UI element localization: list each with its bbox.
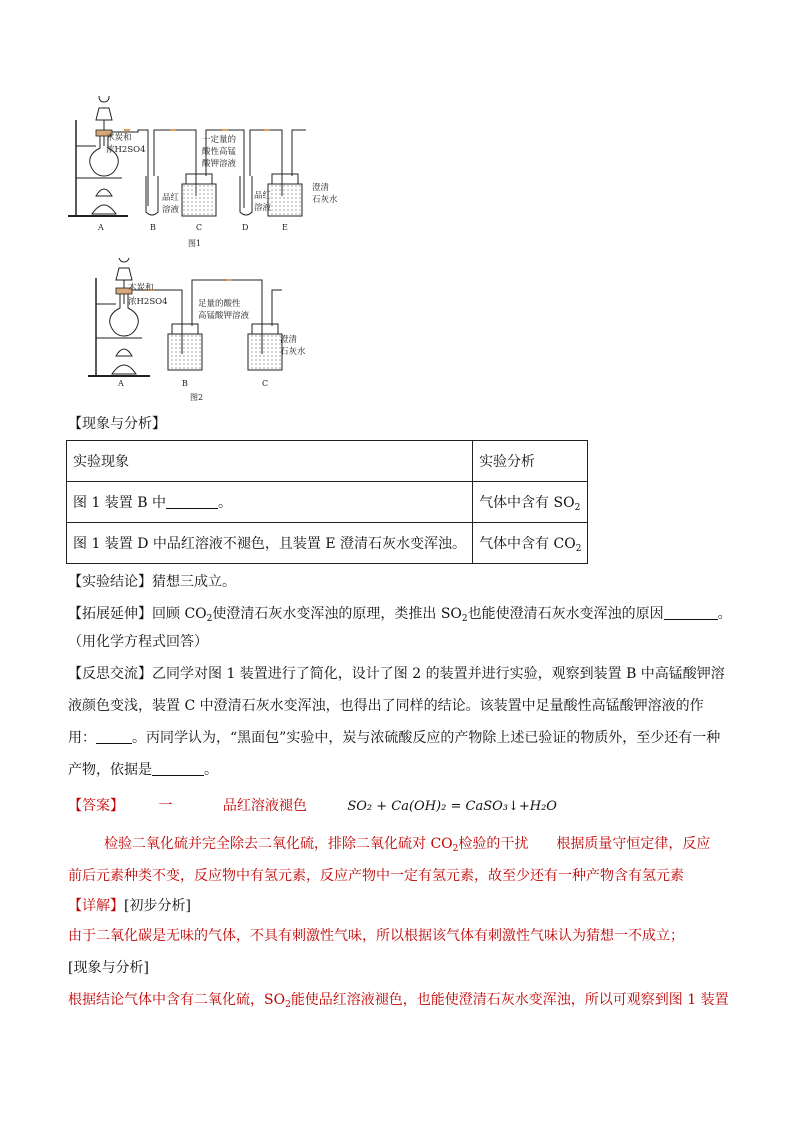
fig2-label-reagent-c-1: 澄清: [280, 335, 298, 345]
table-row: [67, 482, 588, 523]
fig1-label-reagent-e-2: 石灰水: [312, 195, 338, 205]
subscript-2: 2: [575, 544, 582, 554]
extension-note: （用化学方程式回答）: [68, 634, 208, 650]
subscript-2: 2: [574, 503, 581, 513]
table-header-phenomenon: 实验现象: [67, 441, 473, 482]
fig2-label-reagent-a-2: 浓H2SO4: [128, 297, 168, 307]
fig1-label-reagent-d-1: 品红: [254, 191, 272, 201]
reflection-tag: 【反思交流】: [68, 666, 152, 682]
fig1-label-d: D: [242, 223, 249, 232]
table-row: [67, 523, 588, 564]
fig1-label-e: E: [282, 223, 288, 232]
table-cell-analysis-2: [473, 523, 588, 564]
reflection-text-3b: 。丙同学认为，“黑面包”实验中，炭与浓硫酸反应的产物除上述已验证的物质外，至少还有一种: [132, 730, 721, 746]
answer-text-2c: 根据质量守恒定律，反应: [556, 836, 711, 852]
extension-text-a: 回顾 CO: [152, 606, 207, 622]
answer-line-1: [68, 796, 557, 817]
conclusion-tag: 【实验结论】: [68, 574, 152, 590]
conclusion-line: [68, 572, 236, 592]
subscript-2: 2: [285, 1000, 291, 1010]
detail-text-1: 由于二氧化碳是无味的气体，不具有刺激性气味，所以根据该气体有刺激性气味认为猜想一不成立；: [68, 928, 684, 944]
table-cell-analysis-1: [473, 482, 588, 523]
fig1-label-reagent-a-2: 浓H2SO4: [106, 145, 146, 155]
table-header-analysis: 实验分析: [473, 441, 588, 482]
figure-2-svg: [86, 258, 326, 404]
reflection-text-1: 乙同学对图 1 装置进行了简化，设计了图 2 的装置并进行实验，观察到装置 B 中高锰酸钾溶: [152, 666, 725, 682]
detail-tag: 【详解】: [68, 898, 124, 914]
table-cell-phenomenon-1: [67, 482, 473, 523]
fig2-label-c: C: [262, 379, 269, 388]
detail-line: [68, 896, 191, 916]
answer-tag: 【答案】: [68, 798, 124, 814]
fig1-label-reagent-c-3: 酸钾溶液: [202, 159, 237, 169]
fig1-label-reagent-e-1: 澄清: [312, 183, 330, 193]
extension-line: [68, 604, 732, 624]
fig1-label-reagent-b-2: 溶液: [162, 205, 180, 215]
figure-1-svg: [66, 96, 366, 254]
subscript-2: 2: [206, 614, 213, 624]
detail-text-2b: 能使品红溶液褪色，也能使澄清石灰水变浑浊，所以可观察到图 1 装置: [290, 992, 729, 1008]
fig1-label-reagent-a-1: 木炭和: [106, 133, 132, 143]
conclusion-text: 猜想三成立。: [152, 574, 236, 590]
fig1-label-c: C: [196, 223, 203, 232]
extension-text-c: 也能使澄清石灰水变浑浊的原因: [467, 606, 664, 622]
answer-item-1: 一: [158, 798, 173, 814]
answer-blank[interactable]: [166, 494, 218, 509]
analysis-table: [66, 440, 588, 564]
table-header-row: [67, 441, 588, 482]
answer-blank[interactable]: [152, 761, 204, 776]
reflection-text-4a: 产物，依据是: [68, 762, 152, 778]
fig1-label-reagent-b-1: 品红: [162, 193, 180, 203]
fig2-caption: 图2: [190, 393, 204, 402]
answer-text-2a: 检验二氧化硫并完全除去二氧化硫，排除二氧化硫对 CO: [104, 836, 453, 852]
row1-left-text: 图 1 装置 B 中: [73, 495, 166, 511]
reflection-line-3: [68, 728, 720, 748]
reflection-line-4: [68, 760, 218, 780]
row1-left-end: 。: [218, 495, 232, 511]
answer-item-2: 品红溶液褪色: [222, 798, 307, 814]
row2-right-text: 气体中含有 CO: [479, 536, 576, 552]
detail-text-2: [68, 990, 729, 1010]
fig2-label-reagent-b-1: 足量的酸性: [198, 299, 241, 309]
fig2-label-b: B: [182, 379, 188, 388]
figure-1-apparatus: [66, 96, 366, 254]
detail-sub-1: [初步分析]: [124, 898, 191, 914]
row1-right-text: 气体中含有 SO: [479, 495, 575, 511]
fig2-label-a: A: [118, 379, 124, 388]
fig1-label-reagent-c-1: 一定量的: [202, 135, 237, 145]
fig1-caption: 图1: [188, 239, 202, 248]
answer-equation: SO₂ + Ca(OH)₂ = CaSO₃↓+H₂O: [347, 799, 557, 814]
section-observation-heading: 【现象与分析】: [68, 416, 166, 432]
extension-tag: 【拓展延伸】: [68, 606, 152, 622]
extension-text-d: 。: [717, 606, 732, 622]
fig1-label-reagent-c-2: 酸性高锰: [202, 147, 237, 157]
fig1-label-b: B: [150, 223, 156, 232]
extension-text-b: 使澄清石灰水变浑浊的原理，类推出 SO: [212, 606, 462, 622]
fig2-label-reagent-a-1: 木炭和: [128, 283, 154, 293]
reflection-text-3a: 用：: [68, 730, 96, 746]
answer-text-2b: 检验的干扰: [458, 836, 529, 852]
reflection-text-4b: 。: [204, 762, 218, 778]
subscript-2: 2: [452, 844, 459, 854]
answer-blank[interactable]: [96, 729, 132, 744]
fig2-label-reagent-c-2: 石灰水: [280, 347, 306, 357]
detail-sub-2: [现象与分析]: [68, 960, 149, 976]
fig2-label-reagent-b-2: 高锰酸钾溶液: [198, 311, 250, 321]
table-cell-phenomenon-2: 图 1 装置 D 中品红溶液不褪色，且装置 E 澄清石灰水变浑浊。: [67, 523, 473, 564]
detail-text-2a: 根据结论气体中含有二氧化硫，SO: [68, 992, 286, 1008]
reflection-line-2: 液颜色变浅，装置 C 中澄清石灰水变浑浊，也得出了同样的结论。该装置中足量酸性高锰酸钾溶液的作: [68, 698, 704, 714]
figure-2-apparatus: [86, 258, 326, 404]
answer-line-2: [104, 834, 710, 854]
subscript-2: 2: [461, 614, 468, 624]
reflection-line-1: [68, 664, 725, 684]
answer-blank[interactable]: [664, 605, 718, 620]
fig1-label-a: A: [98, 223, 104, 232]
answer-line-3: 前后元素种类不变，反应物中有氢元素，反应产物中一定有氢元素，故至少还有一种产物含有氢元素: [68, 868, 684, 884]
fig1-label-reagent-d-2: 溶液: [254, 203, 272, 213]
